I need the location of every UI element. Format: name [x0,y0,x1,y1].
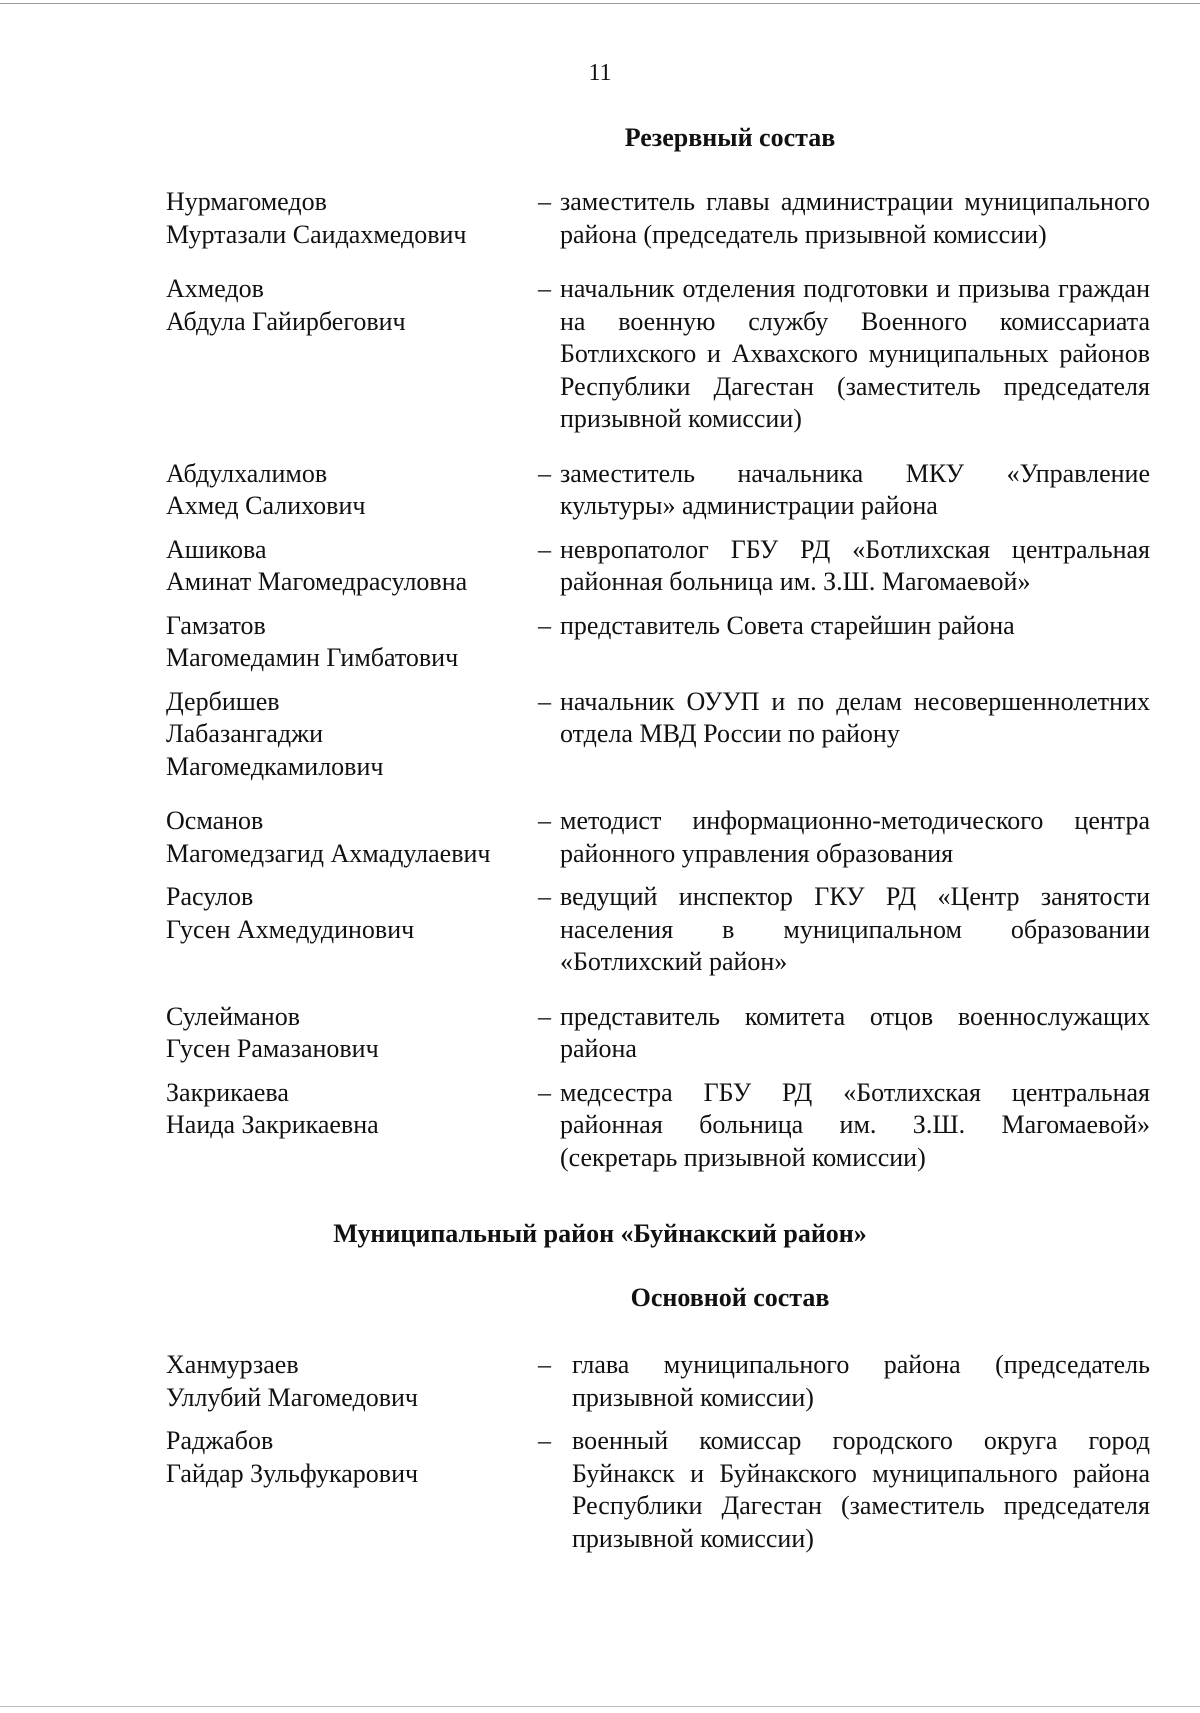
member-entry [166,534,1150,599]
member-dash: – [538,1001,551,1031]
member-name: Раджабов Гайдар Зульфукарович [166,1426,419,1488]
member-dash: – [538,882,551,911]
member-name: Ахмедов Абдула Гайирбегович [166,274,406,336]
scan-edge-bottom [0,1706,1200,1707]
member-dash: – [538,274,551,303]
member-entry [166,805,1150,870]
member-dash: – [538,610,551,640]
district-heading: Муниципальный район «Буйнакский район» [333,1219,867,1248]
member-entry [166,686,1150,784]
reserve-heading: Резервный состав [624,123,836,152]
member-name: Абдулхалимов Ахмед Салихович [166,458,366,520]
member-name: Нурмагомедов Муртазали Саидахмедович [166,187,467,249]
member-name: Дербишев Лабазангаджи Магомедкамилович [166,686,384,781]
member-entry [166,458,1150,523]
member-entry [166,1001,1150,1066]
scan-edge-top [0,3,1200,4]
member-entry [166,610,1150,675]
member-role: невропатолог ГБУ РД «Ботлихская центральная районная больница им. З.Ш. Магомаевой» [560,534,1150,596]
member-role: заместитель главы администрации муниципального района (председатель призывной комиссии) [560,187,1150,249]
member-dash: – [538,1426,551,1455]
member-name: Сулейманов Гусен Рамазанович [166,1001,379,1063]
member-role: методист информационно-методического центра районного управления образования [560,806,1150,868]
member-role: ведущий инспектор ГКУ РД «Центр занятости населения в муниципальном образовании «Ботлихский район» [560,882,1150,976]
member-dash: – [538,1350,551,1379]
member-role: заместитель начальника МКУ «Управление культуры» администрации района [560,458,1150,520]
member-role: глава муниципального района (председатель призывной комиссии) [572,1350,1150,1412]
member-role: военный комиссар городского округа город Буйнакск и Буйнакского муниципального района Республики Дагестан (заместитель председателя призывной комиссии) [572,1426,1150,1553]
member-dash: – [538,458,551,488]
member-name: Закрикаева Наида Закрикаевна [166,1077,379,1139]
member-dash: – [538,187,551,216]
main-member-list [166,1349,1150,1555]
member-entry [166,1349,1150,1414]
member-name: Расулов Гусен Ахмедудинович [166,882,415,944]
member-entry [166,186,1150,251]
member-entry [166,881,1150,979]
page-number: 11 [588,60,612,86]
member-entry [166,1077,1150,1175]
member-entry [166,273,1150,436]
member-role: представитель комитета отцов военнослужащих района [560,1001,1150,1063]
member-dash: – [538,1077,551,1107]
member-name: Османов Магомедзагид Ахмадулаевич [166,806,491,868]
member-name: Гамзатов Магомедамин Гимбатович [166,610,459,672]
reserve-member-list [166,186,1150,1174]
member-role: медсестра ГБУ РД «Ботлихская центральная районная больница им. З.Ш. Магомаевой» (секретарь призывной комиссии) [560,1077,1150,1172]
member-role: представитель Совета старейшин района [560,610,1015,640]
member-role: начальник отделения подготовки и призыва граждан на военную службу Военного комиссариата Ботлихского и Ахвахского муниципальных районов Республики Дагестан (заместитель председателя призывной комиссии) [560,274,1150,433]
member-dash: – [538,686,551,716]
member-name: Ашикова Аминат Магомедрасуловна [166,534,468,596]
member-name: Ханмурзаев Уллубий Магомедович [166,1350,418,1412]
member-dash: – [538,534,551,564]
member-dash: – [538,806,551,835]
main-heading: Основной состав [630,1283,830,1312]
member-role: начальник ОУУП и по делам несовершеннолетних отдела МВД России по району [560,686,1150,748]
member-entry [166,1425,1150,1555]
